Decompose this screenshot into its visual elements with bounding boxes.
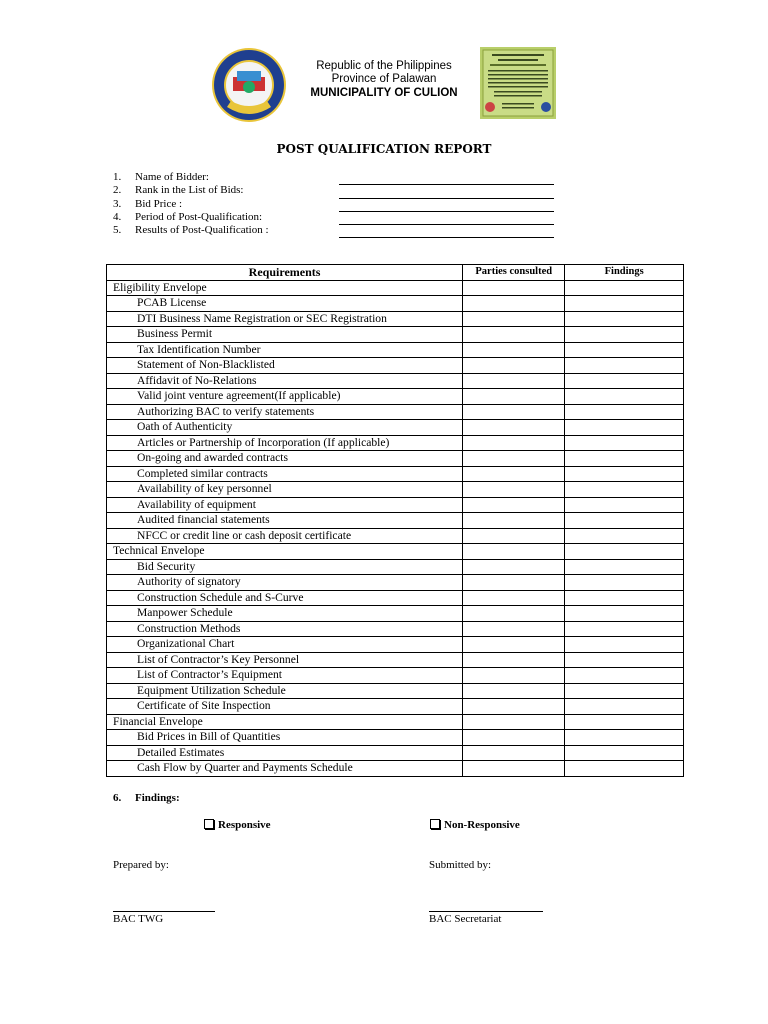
table-row xyxy=(107,683,684,699)
requirement-label: Statement of Non-Blacklisted xyxy=(107,358,463,374)
table-row xyxy=(107,745,684,761)
parties-consulted-cell[interactable] xyxy=(463,358,565,374)
findings-cell[interactable] xyxy=(565,683,684,699)
list-item xyxy=(113,211,269,224)
parties-consulted-cell[interactable] xyxy=(463,311,565,327)
requirement-label: Affidavit of No-Relations xyxy=(107,373,463,389)
parties-consulted-cell[interactable] xyxy=(463,714,565,730)
requirement-label: Audited financial statements xyxy=(107,513,463,529)
findings-cell[interactable] xyxy=(565,342,684,358)
findings-cell[interactable] xyxy=(565,590,684,606)
list-item xyxy=(113,224,269,237)
requirement-label: Articles or Partnership of Incorporation (If applicable) xyxy=(107,435,463,451)
item-label: Results of Post-Qualification : xyxy=(135,224,269,237)
table-row xyxy=(107,435,684,451)
table-row xyxy=(107,497,684,513)
header-requirements: Requirements xyxy=(107,265,463,281)
item-label: Bid Price : xyxy=(135,197,183,210)
findings-cell[interactable] xyxy=(565,637,684,653)
checkbox-icon[interactable] xyxy=(430,819,440,829)
requirements-table xyxy=(106,264,684,777)
section-label: Technical Envelope xyxy=(107,544,463,560)
requirement-label: Certificate of Site Inspection xyxy=(107,699,463,715)
findings-cell[interactable] xyxy=(565,513,684,529)
findings-cell[interactable] xyxy=(565,714,684,730)
requirement-label: Bid Security xyxy=(107,559,463,575)
table-row xyxy=(107,544,684,560)
responsive-option[interactable] xyxy=(204,819,271,831)
table-row xyxy=(107,404,684,420)
submitted-signature-line xyxy=(429,911,543,912)
requirement-label: Organizational Chart xyxy=(107,637,463,653)
requirement-label: Construction Schedule and S-Curve xyxy=(107,590,463,606)
findings-cell[interactable] xyxy=(565,404,684,420)
item-number: 2. xyxy=(113,184,122,197)
table-row xyxy=(107,296,684,312)
requirement-label: List of Contractor’s Equipment xyxy=(107,668,463,684)
bid-price-blank[interactable] xyxy=(339,199,554,212)
parties-consulted-cell[interactable] xyxy=(463,482,565,498)
municipal-seal-logo xyxy=(211,47,287,123)
parties-consulted-cell[interactable] xyxy=(463,420,565,436)
table-row xyxy=(107,280,684,296)
name-of-bidder-blank[interactable] xyxy=(339,172,554,185)
parties-consulted-cell[interactable] xyxy=(463,389,565,405)
prepared-by-label: Prepared by: xyxy=(113,859,169,871)
parties-consulted-cell[interactable] xyxy=(463,621,565,637)
parties-consulted-cell[interactable] xyxy=(463,528,565,544)
parties-consulted-cell[interactable] xyxy=(463,296,565,312)
table-row xyxy=(107,327,684,343)
parties-consulted-cell[interactable] xyxy=(463,699,565,715)
requirement-label: Tax Identification Number xyxy=(107,342,463,358)
parties-consulted-cell[interactable] xyxy=(463,373,565,389)
findings-cell[interactable] xyxy=(565,451,684,467)
findings-cell[interactable] xyxy=(565,652,684,668)
requirement-label: DTI Business Name Registration or SEC Registration xyxy=(107,311,463,327)
item-number: 5. xyxy=(113,224,122,237)
list-item xyxy=(113,171,269,184)
table-row xyxy=(107,730,684,746)
parties-consulted-cell[interactable] xyxy=(463,451,565,467)
rank-blank[interactable] xyxy=(339,185,554,198)
parties-consulted-cell[interactable] xyxy=(463,652,565,668)
parties-consulted-cell[interactable] xyxy=(463,435,565,451)
list-item xyxy=(113,184,269,197)
table-row xyxy=(107,342,684,358)
findings-cell[interactable] xyxy=(565,466,684,482)
findings-cell[interactable] xyxy=(565,497,684,513)
parties-consulted-cell[interactable] xyxy=(463,466,565,482)
header-parties-consulted: Parties consulted xyxy=(463,265,565,281)
list-item xyxy=(113,198,269,211)
requirement-label: Authorizing BAC to verify statements xyxy=(107,404,463,420)
checkbox-icon[interactable] xyxy=(204,819,214,829)
item-number: 3. xyxy=(113,197,122,210)
table-row xyxy=(107,606,684,622)
parties-consulted-cell[interactable] xyxy=(463,606,565,622)
findings-cell[interactable] xyxy=(565,420,684,436)
table-row xyxy=(107,637,684,653)
item-label: Rank in the List of Bids: xyxy=(135,184,244,197)
table-row xyxy=(107,668,684,684)
table-row xyxy=(107,699,684,715)
non-responsive-option[interactable] xyxy=(430,819,520,831)
requirement-label: Detailed Estimates xyxy=(107,745,463,761)
table-row xyxy=(107,528,684,544)
parties-consulted-cell[interactable] xyxy=(463,544,565,560)
parties-consulted-cell[interactable] xyxy=(463,668,565,684)
parties-consulted-cell[interactable] xyxy=(463,730,565,746)
findings-cell[interactable] xyxy=(565,482,684,498)
parties-consulted-cell[interactable] xyxy=(463,683,565,699)
requirement-label: Valid joint venture agreement(If applicable) xyxy=(107,389,463,405)
parties-consulted-cell[interactable] xyxy=(463,513,565,529)
findings-cell[interactable] xyxy=(565,280,684,296)
requirement-label: Manpower Schedule xyxy=(107,606,463,622)
bidder-info-list xyxy=(113,171,269,237)
findings-cell[interactable] xyxy=(565,699,684,715)
requirement-label: On-going and awarded contracts xyxy=(107,451,463,467)
table-row xyxy=(107,575,684,591)
prepared-role: BAC TWG xyxy=(113,913,164,925)
header-line-municipality: MUNICIPALITY OF CULION xyxy=(310,87,458,99)
table-row xyxy=(107,451,684,467)
table-row xyxy=(107,420,684,436)
report-title: POST QUALIFICATION REPORT xyxy=(276,142,492,156)
findings-cell[interactable] xyxy=(565,373,684,389)
submitted-by-label: Submitted by: xyxy=(429,859,492,871)
table-row xyxy=(107,621,684,637)
findings-cell[interactable] xyxy=(565,606,684,622)
header-line-republic: Republic of the Philippines xyxy=(316,60,452,72)
table-row xyxy=(107,482,684,498)
parties-consulted-cell[interactable] xyxy=(463,342,565,358)
requirement-label: Authority of signatory xyxy=(107,575,463,591)
item-number: 4. xyxy=(113,210,122,223)
table-row xyxy=(107,559,684,575)
submitted-role: BAC Secretariat xyxy=(429,913,502,925)
item-number: 1. xyxy=(113,171,122,183)
requirement-label: Oath of Authenticity xyxy=(107,420,463,436)
findings-cell[interactable] xyxy=(565,761,684,777)
requirement-label: Bid Prices in Bill of Quantities xyxy=(107,730,463,746)
responsive-label: Responsive xyxy=(218,819,271,831)
requirement-label: PCAB License xyxy=(107,296,463,312)
header-line-province: Province of Palawan xyxy=(331,73,437,85)
findings-cell[interactable] xyxy=(565,745,684,761)
table-row xyxy=(107,466,684,482)
table-row xyxy=(107,311,684,327)
findings-cell[interactable] xyxy=(565,668,684,684)
table-row xyxy=(107,714,684,730)
parties-consulted-cell[interactable] xyxy=(463,497,565,513)
fill-in-blanks xyxy=(339,172,554,238)
parties-consulted-cell[interactable] xyxy=(463,280,565,296)
table-row xyxy=(107,358,684,374)
parties-consulted-cell[interactable] xyxy=(463,559,565,575)
findings-cell[interactable] xyxy=(565,327,684,343)
table-row xyxy=(107,652,684,668)
table-row xyxy=(107,373,684,389)
item-label: Period of Post-Qualification: xyxy=(135,210,263,223)
period-blank[interactable] xyxy=(339,212,554,225)
requirement-label: Availability of equipment xyxy=(107,497,463,513)
findings-cell[interactable] xyxy=(565,621,684,637)
requirement-label: Cash Flow by Quarter and Payments Schedule xyxy=(107,761,463,777)
findings-cell[interactable] xyxy=(565,435,684,451)
parties-consulted-cell[interactable] xyxy=(463,404,565,420)
findings-cell[interactable] xyxy=(565,311,684,327)
parties-consulted-cell[interactable] xyxy=(463,637,565,653)
findings-cell[interactable] xyxy=(565,544,684,560)
non-responsive-label: Non-Responsive xyxy=(444,819,520,831)
findings-cell[interactable] xyxy=(565,389,684,405)
requirements-body xyxy=(107,280,684,776)
findings-cell[interactable] xyxy=(565,730,684,746)
table-row xyxy=(107,590,684,606)
requirement-label: List of Contractor’s Key Personnel xyxy=(107,652,463,668)
table-row xyxy=(107,389,684,405)
requirement-label: Business Permit xyxy=(107,327,463,343)
dti-certificate-image xyxy=(480,47,556,119)
findings-cell[interactable] xyxy=(565,358,684,374)
findings-heading: 6. Findings: xyxy=(113,792,180,804)
results-blank[interactable] xyxy=(339,225,554,238)
requirement-label: NFCC or credit line or cash deposit certificate xyxy=(107,528,463,544)
prepared-signature-line xyxy=(113,911,215,912)
requirement-label: Construction Methods xyxy=(107,621,463,637)
requirement-label: Equipment Utilization Schedule xyxy=(107,683,463,699)
requirement-label: Availability of key personnel xyxy=(107,482,463,498)
parties-consulted-cell[interactable] xyxy=(463,327,565,343)
table-row xyxy=(107,761,684,777)
section-label: Eligibility Envelope xyxy=(107,280,463,296)
parties-consulted-cell[interactable] xyxy=(463,745,565,761)
section-label: Financial Envelope xyxy=(107,714,463,730)
findings-cell[interactable] xyxy=(565,296,684,312)
header-findings: Findings xyxy=(565,265,684,281)
item-label: Name of Bidder: xyxy=(135,171,209,183)
parties-consulted-cell[interactable] xyxy=(463,590,565,606)
table-row xyxy=(107,513,684,529)
parties-consulted-cell[interactable] xyxy=(463,575,565,591)
findings-cell[interactable] xyxy=(565,528,684,544)
findings-cell[interactable] xyxy=(565,559,684,575)
requirement-label: Completed similar contracts xyxy=(107,466,463,482)
table-header-row xyxy=(107,265,684,281)
findings-cell[interactable] xyxy=(565,575,684,591)
parties-consulted-cell[interactable] xyxy=(463,761,565,777)
